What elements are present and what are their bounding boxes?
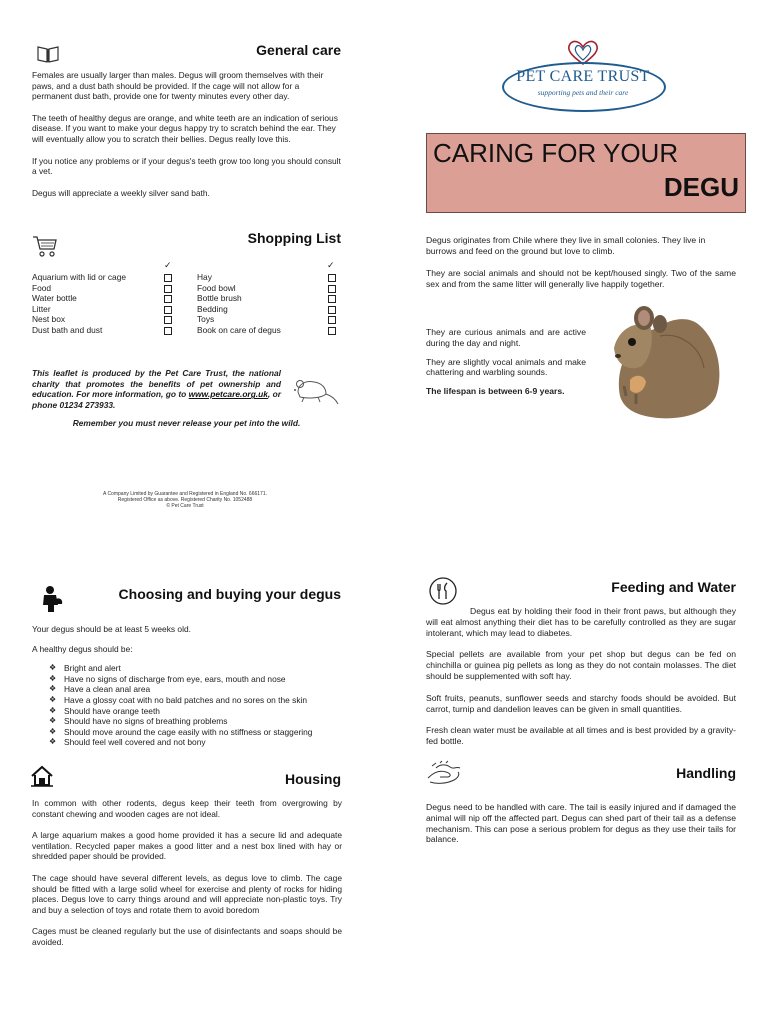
book-icon <box>36 44 60 64</box>
leaflet-phone: , or phone 01234 273933. <box>32 389 281 410</box>
feeding-p4: Fresh clean water must be available at all times and is best provided by a gravity-fed bottle. <box>426 725 736 747</box>
checkbox[interactable] <box>164 306 172 314</box>
feeding-p1: Degus eat by holding their food in their front paws, but although they will eat almost anything their diet has to be carefully controlled as they are sugar intolerant, which may lead to diabetes. <box>426 606 736 638</box>
intro-p2: They are social animals and should not be kept/housed singly. Two of the same sex and from the same litter will generally live happily together. <box>426 268 736 289</box>
general-care-body <box>32 70 341 209</box>
bullet-icon: ❖ <box>49 705 57 715</box>
check-mark-right: ✓ <box>327 260 335 270</box>
list-item-label: Have a clean anal area <box>64 684 151 695</box>
checkbox[interactable] <box>164 285 172 293</box>
feeding-p2: Special pellets are available from your pet shop but degus can be fed on chinchilla or guinea pig pellets as long as they do not contain molasses. The diet should be supplemented with soft hay. <box>426 649 736 681</box>
handling-title: Handling <box>676 765 736 781</box>
title-box <box>426 133 746 213</box>
general-care-p4: Degus will appreciate a weekly silver sand bath. <box>32 187 210 198</box>
degu-photo <box>600 296 732 428</box>
shopping-item <box>32 272 177 283</box>
shopping-item <box>32 283 177 294</box>
checkbox[interactable] <box>164 295 172 303</box>
list-item <box>32 706 342 717</box>
choosing-p2: A healthy degus should be: <box>32 643 133 654</box>
shopping-item <box>197 283 342 294</box>
shopping-item-label: Book on care of degus <box>197 325 281 335</box>
shopping-item <box>197 304 342 315</box>
shopping-item <box>197 325 342 336</box>
general-care-p2: The teeth of healthy degus are orange, and white teeth are an indication of serious disease. If you want to make your degus happy try to scratch behind the ear. They will eventually allow you to scratch their bellies. Degus really love this. <box>32 112 338 144</box>
health-checklist <box>32 663 342 748</box>
housing-p3: The cage should have several different levels, as degus love to climb. The cage should be fitted with a large solid wheel for exercise and plenty of rocks for hiding places. Degus love to carry things around and will appreciate non-plastic toys. Try and buy a selection of toys and rotate them to avoid boredom <box>32 872 342 915</box>
list-item-label: Bright and alert <box>64 663 121 674</box>
general-care-p3: If you notice any problems or if your degus's teeth grow too long you should consult a vet. <box>32 155 341 177</box>
shopping-item-label: Hay <box>197 272 212 282</box>
checkbox[interactable] <box>164 316 172 324</box>
intro-p3: They are curious animals and are active during the day and night. <box>426 327 586 348</box>
shopping-item-label: Toys <box>197 314 215 325</box>
housing-p2: A large aquarium makes a good home provided it has a secure lid and adequate ventilation. Recycled paper makes a good litter and a nest box lined with hay or shredded paper should be provided. <box>32 830 342 862</box>
bullet-icon: ❖ <box>49 694 57 704</box>
checkbox[interactable] <box>328 295 336 303</box>
leaflet-text: This leaflet is produced by the Pet Care Trust, the national charity that promotes the benefits of pet ownership and education. For more information, go to <box>32 368 281 400</box>
petcare-link[interactable]: www.petcare.org.uk <box>188 389 268 400</box>
shopping-item <box>32 325 177 336</box>
shopping-item-label: Food bowl <box>197 282 236 293</box>
housing-p4: Cages must be cleaned regularly but the use of disinfectants and soaps should be avoided. <box>32 926 342 947</box>
shopping-item-label: Litter <box>32 303 51 314</box>
person-with-pet-icon <box>40 585 64 613</box>
list-item <box>32 716 342 727</box>
shopping-item-label: Nest box <box>32 314 66 325</box>
shopping-item <box>197 293 342 304</box>
shopping-list-title: Shopping List <box>247 230 341 246</box>
intro-p4: They are slightly vocal animals and make chattering and warbling sounds. <box>426 356 586 378</box>
list-item <box>32 695 342 706</box>
list-item-label: Should have no signs of breathing problems <box>64 716 228 727</box>
intro-body-narrow <box>426 268 736 296</box>
handling-p1: Degus need to be handled with care. The tail is easily injured and if damaged the animal will nip off the affected part. Degus can shed part of their tail as a defense mechanism. This can pose a serious problem for degus as they use their tails for balance. <box>426 802 736 845</box>
list-item <box>32 727 342 738</box>
shopping-item-label: Water bottle <box>32 293 77 304</box>
choosing-p1: Your degus should be at least 5 weeks old. <box>32 624 191 634</box>
housing-p1: In common with other rodents, degus keep their teeth from overgrowing by constant chewing and wooden cages are not ideal. <box>32 798 342 819</box>
shopping-item <box>197 272 342 283</box>
leaflet-info <box>32 368 281 410</box>
list-item-label: Have a glossy coat with no bald patches and no sores on the skin <box>64 694 308 705</box>
housing-title: Housing <box>285 771 341 787</box>
choosing-body <box>32 624 342 748</box>
title-line-1: CARING FOR YOUR <box>433 138 679 168</box>
intro-body <box>426 235 736 263</box>
list-item-label: Should move around the cage easily with no stiffness or staggering <box>64 726 313 737</box>
feeding-p3: Soft fruits, peanuts, sunflower seeds and starchy foods should be avoided. But carrot, turnip and dandelion leaves can be given in small quantities. <box>426 692 736 714</box>
checkbox[interactable] <box>328 274 336 282</box>
shopping-item <box>32 304 177 315</box>
bullet-icon: ❖ <box>49 716 57 726</box>
checkbox[interactable] <box>164 327 172 335</box>
list-item <box>32 684 342 695</box>
checkbox[interactable] <box>328 316 336 324</box>
checkbox[interactable] <box>328 306 336 314</box>
logo-tagline: supporting pets and their care <box>537 88 629 97</box>
checkbox[interactable] <box>328 285 336 293</box>
checkbox[interactable] <box>328 327 336 335</box>
logo-name: PET CARE TRUST <box>516 68 650 85</box>
intro-p5: The lifespan is between 6-9 years. <box>426 386 565 397</box>
general-care-title: General care <box>256 42 341 58</box>
list-item-label: Should feel well covered and not bony <box>64 737 206 748</box>
legal-line-1: A Company Limited by Guarantee and Registered in England No. 666171. <box>103 491 267 497</box>
legal-line-2: Registered Office as above. Registered Charity No. 1052488 <box>117 497 253 503</box>
bullet-icon: ❖ <box>49 673 57 683</box>
legal-line-3: © Pet Care Trust <box>166 503 204 509</box>
shopping-item-label: Dust bath and dust <box>32 325 103 335</box>
shopping-item-label: Bottle brush <box>197 293 242 304</box>
legal-footer <box>60 491 310 509</box>
mouse-drawing-icon <box>286 370 340 406</box>
house-icon <box>30 764 54 788</box>
housing-body <box>32 798 342 959</box>
list-item-label: Should have orange teeth <box>64 705 160 716</box>
feeding-title: Feeding and Water <box>611 579 736 595</box>
bullet-icon: ❖ <box>49 684 57 694</box>
shopping-item-label: Aquarium with lid or cage <box>32 272 127 282</box>
list-item <box>32 737 342 748</box>
shopping-item <box>197 314 342 325</box>
intro-p1: Degus originates from Chile where they live in small colonies. They live in burrows and feed on the ground but love to climb. <box>426 235 706 256</box>
shopping-item-label: Food <box>32 282 52 293</box>
choosing-title: Choosing and buying your degus <box>118 586 341 602</box>
intro-body-col <box>426 327 586 408</box>
handling-body <box>426 802 736 856</box>
fork-knife-icon <box>428 576 458 606</box>
bullet-icon: ❖ <box>49 663 57 673</box>
list-item-label: Have no signs of discharge from eye, ears, mouth and nose <box>64 673 286 684</box>
checkbox[interactable] <box>164 274 172 282</box>
bullet-icon: ❖ <box>49 726 57 736</box>
title-line-2: DEGU <box>663 172 739 202</box>
general-care-p1: Females are usually larger than males. Degus will groom themselves with their paws, and a dust bath should be provided. If the cage will not allow for a permanent dust bath, provide one for twenty minutes every other day. <box>32 70 324 102</box>
list-item <box>32 663 342 674</box>
shopping-item <box>32 314 177 325</box>
list-item <box>32 674 342 685</box>
check-mark-left: ✓ <box>164 260 172 270</box>
hands-icon <box>426 760 462 788</box>
shopping-item-label: Bedding <box>197 303 228 314</box>
feeding-body <box>426 606 736 758</box>
shopping-cart-icon <box>32 234 58 258</box>
shopping-checklist <box>32 260 342 340</box>
shopping-item <box>32 293 177 304</box>
bullet-icon: ❖ <box>49 737 57 747</box>
release-warning: Remember you must never release your pet into the wild. <box>72 418 301 428</box>
